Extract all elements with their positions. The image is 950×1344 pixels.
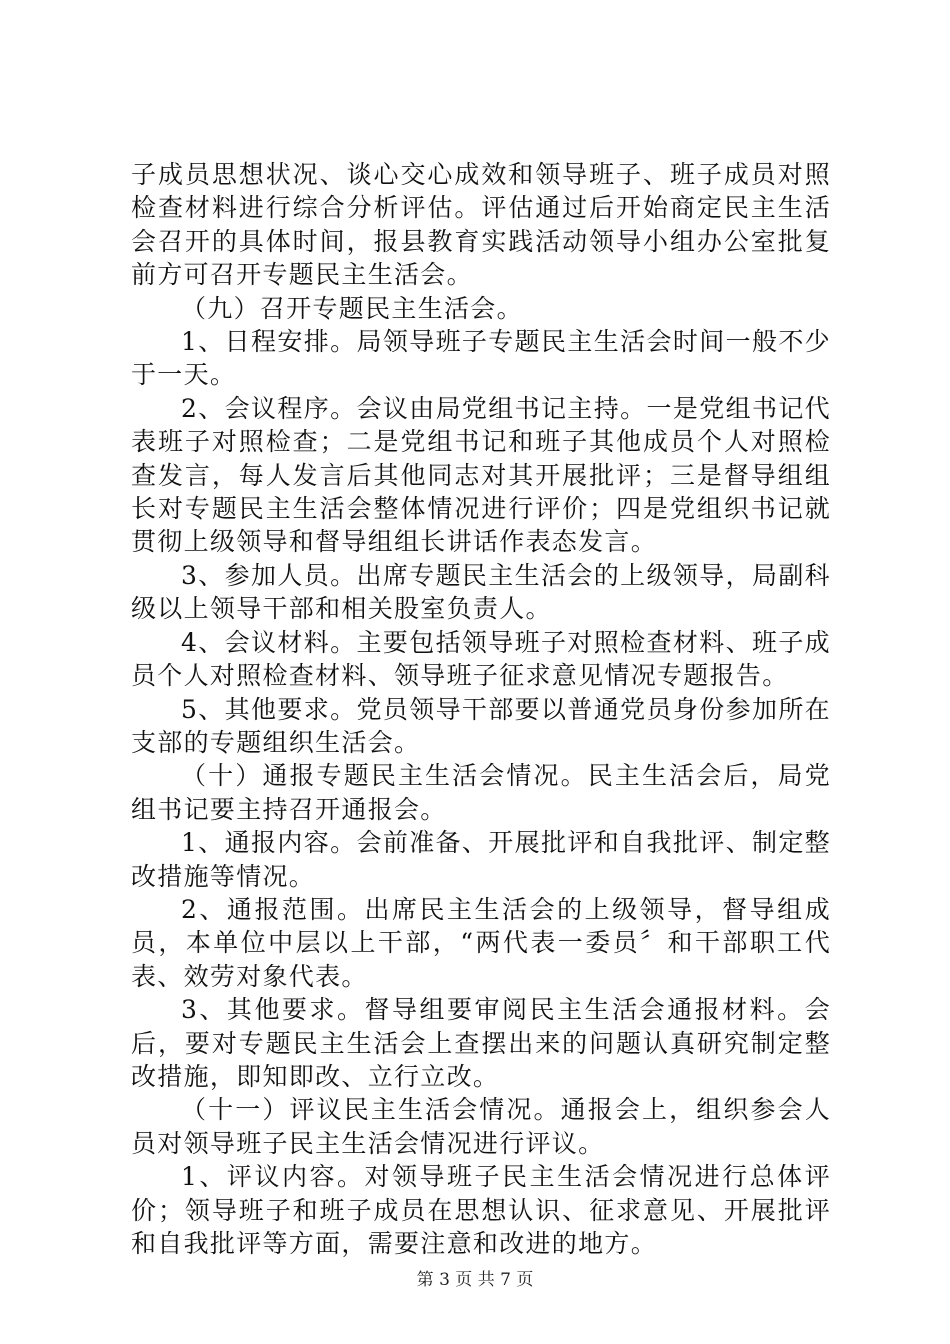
paragraph-7: 5、其他要求。党员领导干部要以普通党员身份参加所在支部的专题组织生活会。 (131, 694, 831, 757)
paragraph-9: 1、通报内容。会前准备、开展批评和自我批评、制定整改措施等情况。 (131, 828, 831, 891)
paragraph-1: 子成员思想状况、谈心交心成效和领导班子、班子成员对照检查材料进行综合分析评估。评估通过后开始商定民主生活会召开的具体时间，报县教育实践活动领导小组办公室批复前方可召开专题民主生活会。 (131, 160, 831, 290)
paragraph-3: 1、日程安排。局领导班子专题民主生活会时间一般不少于一天。 (131, 327, 831, 390)
paragraph-11: 3、其他要求。督导组要审阅民主生活会通报材料。会后，要对专题民主生活会上查摆出来的问题认真研究制定整改措施，即知即改、立行立改。 (131, 995, 831, 1091)
paragraph-12: （十一）评议民主生活会情况。通报会上，组织参会人员对领导班子民主生活会情况进行评议。 (131, 1095, 831, 1158)
paragraph-2: （九）召开专题民主生活会。 (181, 293, 523, 323)
paragraph-6: 4、会议材料。主要包括领导班子对照检查材料、班子成员个人对照检查材料、领导班子征求意见情况专题报告。 (131, 627, 831, 691)
paragraph-13: 1、评议内容。对领导班子民主生活会情况进行总体评价；领导班子和班子成员在思想认识、征求意见、开展批评和自我批评等方面，需要注意和改进的地方。 (131, 1162, 831, 1258)
paragraph-5: 3、参加人员。出席专题民主生活会的上级领导，局副科级以上领导干部和相关股室负责人。 (131, 560, 831, 624)
paragraph-8: （十）通报专题民主生活会情况。民主生活会后，局党组书记要主持召开通报会。 (131, 761, 831, 824)
page-number: 第 3 页 共 7 页 (416, 1270, 534, 1290)
paragraph-10: 2、通报范围。出席民主生活会的上级领导，督导组成员，本单位中层以上干部，“两代表一委员〞和干部职工代表、效劳对象代表。 (131, 894, 831, 991)
paragraph-4: 2、会议程序。会议由局党组书记主持。一是党组书记代表班子对照检查；二是党组书记和班子其他成员个人对照检查发言，每人发言后其他同志对其开展批评；三是督导组组长对专题民主生活会整体情况进行评价；四是党组织书记就贯彻上级领导和督导组组长讲话作表态发言。 (131, 393, 831, 557)
document-body (131, 158, 831, 1260)
page-footer (0, 1269, 950, 1291)
